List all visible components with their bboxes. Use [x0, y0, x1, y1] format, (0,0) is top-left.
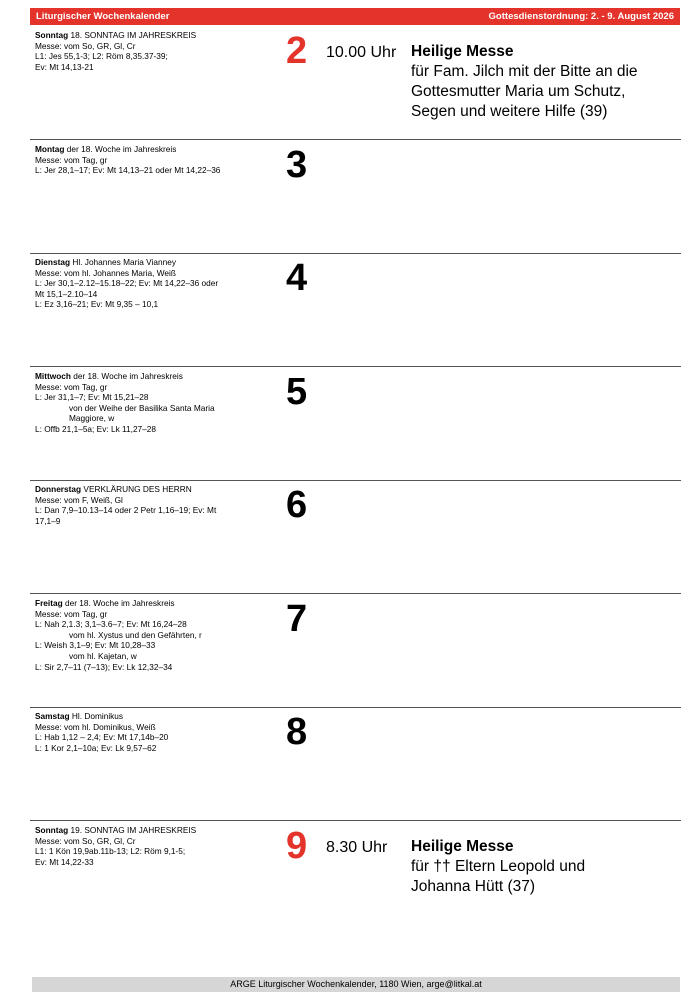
- weekday: Donnerstag: [35, 484, 82, 494]
- feast-name: der 18. Woche im Jahreskreis: [62, 598, 175, 608]
- reading-line: L: Offb 21,1–5a; Ev: Lk 11,27–28: [35, 423, 157, 434]
- feast-name: 19. SONNTAG IM JAHRESKREIS: [68, 825, 197, 835]
- service-details: [411, 42, 681, 122]
- reading-line: L: Jer 30,1–2.12–15.18–22; Ev: Mt 14,22–36 oder: [35, 278, 219, 289]
- day-number: 3: [286, 144, 308, 186]
- service-intention: Johanna Hütt (37): [411, 878, 536, 895]
- day-title-line: [35, 257, 267, 268]
- reading-line: Maggiore, w: [69, 413, 115, 424]
- day-number: 7: [286, 598, 308, 640]
- reading-line: L: Hab 1,12 – 2,4; Ev: Mt 17,14b–20: [35, 732, 169, 743]
- day-number: 5: [286, 371, 308, 413]
- reading-line: Messe: vom So, GR, Gl, Cr: [35, 835, 136, 846]
- day-row: [30, 708, 681, 821]
- feast-name: der 18. Woche im Jahreskreis: [70, 371, 183, 381]
- liturgy-info: [35, 711, 267, 753]
- reading-line: Messe: vom hl. Dominikus, Weiß: [35, 721, 156, 732]
- day-row: [30, 141, 681, 254]
- liturgy-info: [35, 144, 267, 176]
- service-time: 8.30 Uhr: [326, 839, 388, 856]
- day-title-line: [35, 484, 267, 495]
- weekday: Sonntag: [35, 825, 69, 835]
- weekday: Dienstag: [35, 257, 71, 267]
- reading-line: Messe: vom Tag, gr: [35, 608, 108, 619]
- day-title-line: [35, 30, 267, 41]
- reading-line: L: Weish 3,1–9; Ev: Mt 10,28–33: [35, 640, 156, 651]
- reading-line: 17,1–9: [35, 515, 61, 526]
- service-intention: Gottesmutter Maria um Schutz,: [411, 83, 626, 100]
- reading-line: Messe: vom F, Weiß, Gl: [35, 494, 123, 505]
- feast-name: 18. SONNTAG IM JAHRESKREIS: [68, 30, 197, 40]
- reading-line: L1: Jes 55,1-3; L2: Röm 8,35.37-39;: [35, 51, 168, 62]
- reading-line: Messe: vom So, GR, Gl, Cr: [35, 40, 136, 51]
- reading-line: Messe: vom hl. Johannes Maria, Weiß: [35, 267, 176, 278]
- reading-line: L: Nah 2,1.3; 3,1–3.6–7; Ev: Mt 16,24–28: [35, 619, 187, 630]
- page-footer: ARGE Liturgischer Wochenkalender, 1180 Wien, arge@litkal.at: [32, 977, 680, 992]
- service-title: Heilige Messe: [411, 43, 514, 60]
- feast-name: der 18. Woche im Jahreskreis: [64, 144, 177, 154]
- service-intention: für †† Eltern Leopold und: [411, 858, 586, 875]
- reading-line: von der Weihe der Basilika Santa Maria: [69, 402, 215, 413]
- reading-line: L: Jer 28,1–17; Ev: Mt 14,13–21 oder Mt 14,22–36: [35, 165, 221, 176]
- reading-line: Messe: vom Tag, gr: [35, 381, 108, 392]
- service-intention: für Fam. Jilch mit der Bitte an die: [411, 63, 638, 80]
- liturgy-info: [35, 598, 267, 672]
- weekday: Freitag: [35, 598, 63, 608]
- weekday: Mittwoch: [35, 371, 71, 381]
- day-title-line: [35, 598, 267, 609]
- day-row: [30, 368, 681, 481]
- liturgy-info: [35, 371, 267, 435]
- day-number: 8: [286, 711, 308, 753]
- reading-line: vom hl. Kajetan, w: [69, 650, 137, 661]
- service-time: 10.00 Uhr: [326, 44, 397, 61]
- day-row: [30, 822, 681, 934]
- day-title-line: [35, 371, 267, 382]
- day-row: [30, 595, 681, 708]
- feast-name: Hl. Johannes Maria Vianney: [70, 257, 176, 267]
- day-title-line: [35, 825, 267, 836]
- day-row: [30, 27, 681, 140]
- service-title: Heilige Messe: [411, 838, 514, 855]
- reading-line: L1: 1 Kön 19,9ab.11b-13; L2: Röm 9,1-5;: [35, 846, 186, 857]
- service-intention: Segen und weitere Hilfe (39): [411, 103, 608, 120]
- day-number: 9: [286, 825, 308, 867]
- reading-line: L: 1 Kor 2,1–10a; Ev: Lk 9,57–62: [35, 742, 157, 753]
- weekday: Samstag: [35, 711, 70, 721]
- day-row: [30, 254, 681, 367]
- liturgy-info: [35, 30, 267, 72]
- liturgy-info: [35, 484, 267, 526]
- reading-line: Mt 15,1–2.10–14: [35, 288, 98, 299]
- reading-line: L: Dan 7,9–10.13–14 oder 2 Petr 1,16–19; Ev: Mt: [35, 505, 217, 516]
- weekday: Sonntag: [35, 30, 69, 40]
- weekday: Montag: [35, 144, 65, 154]
- reading-line: L: Sir 2,7–11 (7–13); Ev: Lk 12,32–34: [35, 661, 173, 672]
- day-row: [30, 481, 681, 594]
- liturgy-info: [35, 257, 267, 310]
- header-title: Liturgischer Wochenkalender: [36, 11, 170, 22]
- reading-line: Ev: Mt 14,13-21: [35, 61, 94, 72]
- reading-line: L: Jer 31,1–7; Ev: Mt 15,21–28: [35, 392, 149, 403]
- reading-line: vom hl. Xystus und den Gefährten, r: [69, 629, 202, 640]
- day-title-line: [35, 144, 267, 155]
- reading-line: Messe: vom Tag, gr: [35, 154, 108, 165]
- day-title-line: [35, 711, 267, 722]
- feast-name: Hl. Dominikus: [69, 711, 124, 721]
- header-date-range: Gottesdienstordnung: 2. - 9. August 2026: [488, 11, 674, 22]
- day-number: 6: [286, 484, 308, 526]
- reading-line: L: Ez 3,16–21; Ev: Mt 9,35 – 10,1: [35, 299, 159, 310]
- reading-line: Ev: Mt 14,22-33: [35, 856, 94, 867]
- service-details: [411, 837, 681, 897]
- page-header: [30, 8, 680, 25]
- day-number: 2: [286, 30, 308, 72]
- feast-name: VERKLÄRUNG DES HERRN: [81, 484, 192, 494]
- liturgy-info: [35, 825, 267, 867]
- day-number: 4: [286, 257, 308, 299]
